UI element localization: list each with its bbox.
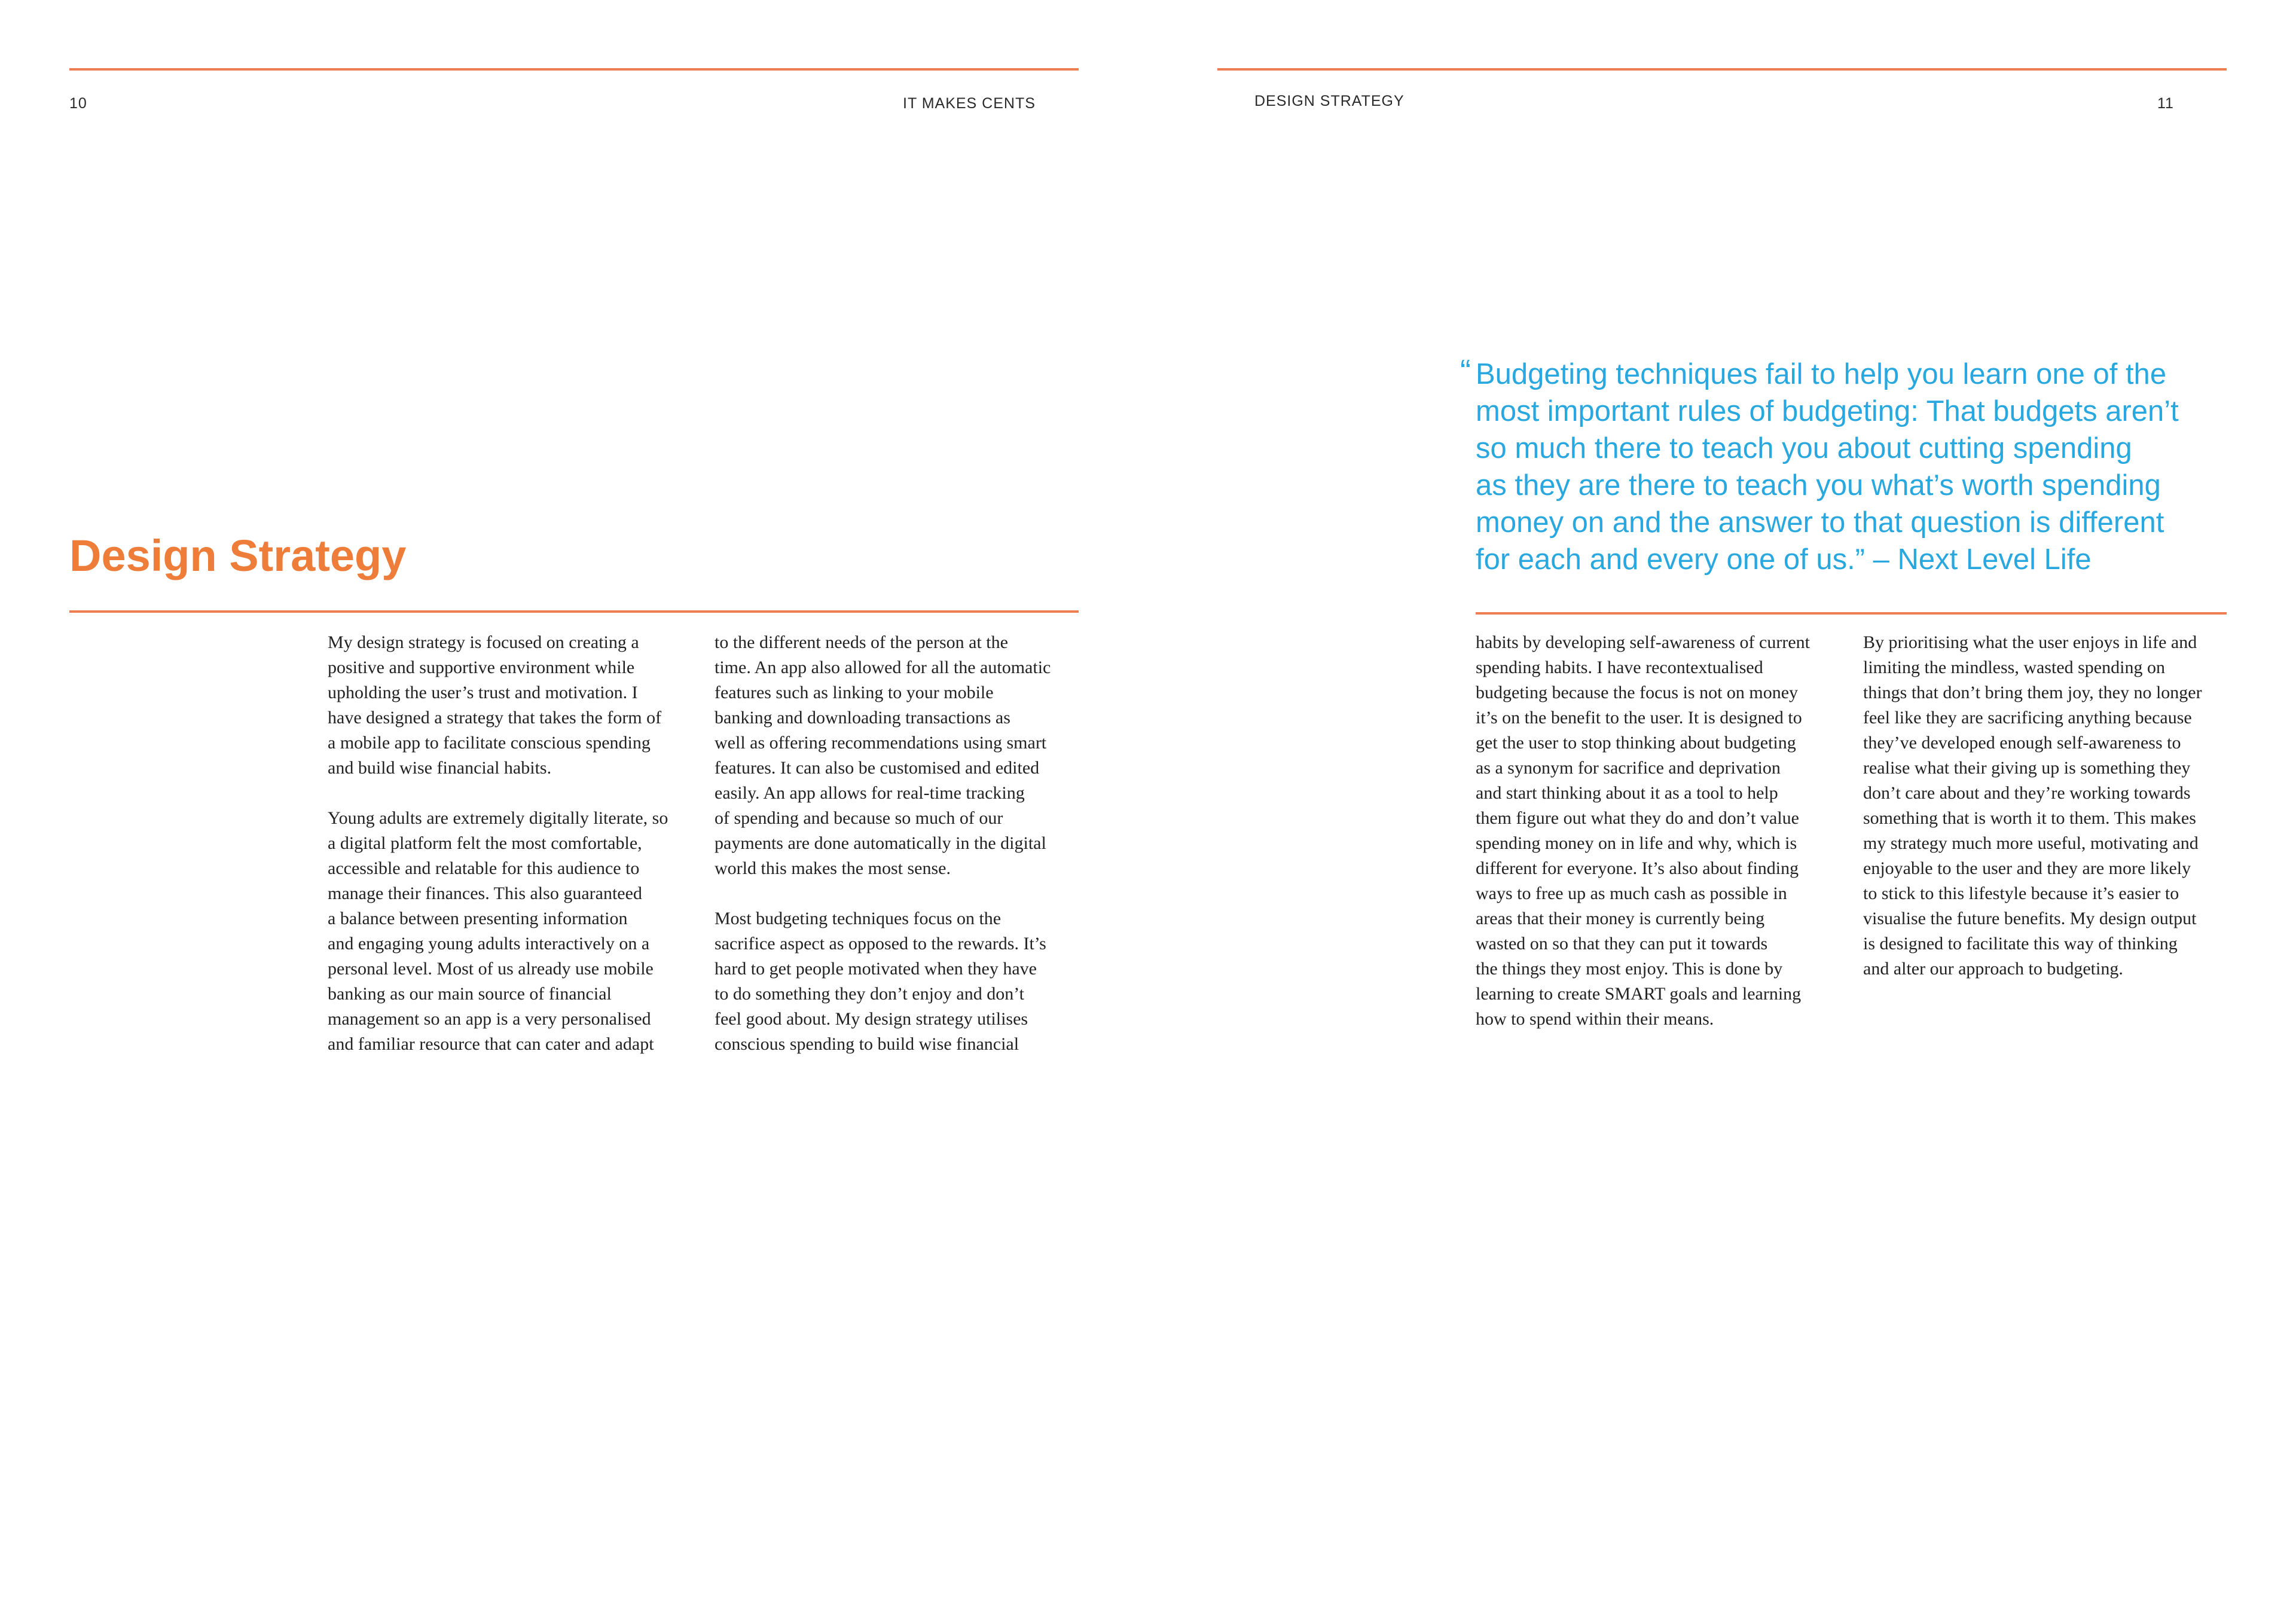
page-title: Design Strategy bbox=[69, 531, 407, 580]
right-running-header: DESIGN STRATEGY bbox=[1254, 93, 1405, 109]
quote-mark: “ bbox=[1460, 353, 1471, 389]
left-body-column-1: My design strategy is focused on creating a positive and supportive environment while upholding the user’s trust and motivation. I have designed a strategy that takes the form of a mobile app to facilitate conscious spending and build wise financial habits. Young adults are extremely digitally literate, so a digital platform felt the most comfortable, accessible and relatable for this audience to manage their finances. This also guaranteed a balance between presenting information and engaging young adults interactively on a personal level. Most of us already use mobile banking as our main source of financial management so an app is a very personalised and familiar resource that can cater and adapt bbox=[328, 632, 668, 1054]
right-page-number: 11 bbox=[2157, 95, 2174, 112]
right-quote-rule bbox=[1476, 612, 2227, 615]
right-body-column-1: habits by developing self-awareness of current spending habits. I have recontextualised budgeting because the focus is not on money it’s on the benefit to the user. It is designed to get the user to stop thinking about budgeting as a synonym for sacrifice and deprivation and start thinking about it as a tool to help them figure out what they do and don’t value spending money on in life and why, which is different for everyone. It’s also about finding ways to free up as much cash as possible in areas that their money is currently being wasted on so that they can put it towards the things they most enjoy. This is done by learning to create SMART goals and learning how to spend within their means. bbox=[1476, 632, 1810, 1029]
pull-quote: Budgeting techniques fail to help you learn one of the most important rules of budgeting: That budgets aren’t so much there to teach you about cutting spending as they are there to teach you what’s worth spending money on and the answer to that question is different for each and every one of us.” – Next Level Life bbox=[1476, 358, 2179, 576]
left-title-rule bbox=[69, 610, 1079, 613]
left-body-column-2: to the different needs of the person at the time. An app also allowed for all the automatic features such as linking to your mobile banking and downloading transactions as well as offering recommendations using smart features. It can also be customised and edited easily. An app allows for real-time tracking of spending and because so much of our payments are done automatically in the digital world this makes the most sense. Most budgeting techniques focus on the sacrifice aspect as opposed to the rewards. It’s hard to get people motivated when they have to do something they don’t enjoy and don’t feel good about. My design strategy utilises conscious spending to build wise financial bbox=[715, 632, 1051, 1054]
left-top-rule bbox=[69, 68, 1079, 71]
left-running-header: IT MAKES CENTS bbox=[903, 95, 1036, 112]
right-body-column-2: By prioritising what the user enjoys in life and limiting the mindless, wasted spending on things that don’t bring them joy, they no longer feel like they are sacrificing anything because they’ve developed enough self-awareness to realise what their giving up is something they don’t care about and they’re working towards something that is worth it to them. This makes my strategy much more useful, motivating and enjoyable to the user and they are more likely to stick to this lifestyle because it’s easier to visualise the future benefits. My design output is designed to facilitate this way of thinking and alter our approach to budgeting. bbox=[1863, 632, 2202, 979]
left-page-number: 10 bbox=[69, 95, 87, 112]
right-top-rule bbox=[1217, 68, 2227, 71]
